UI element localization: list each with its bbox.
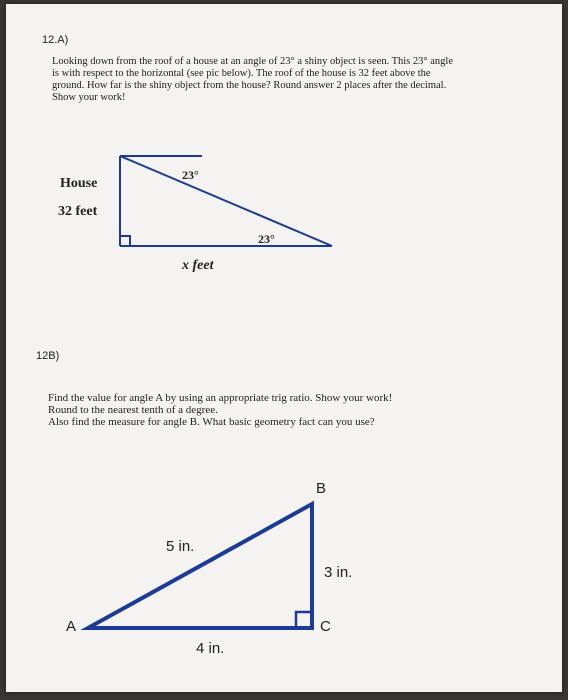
top-angle-label: 23° [182,168,199,182]
right-triangle-figure [6,4,562,692]
side-bc-label: 3 in. [324,564,353,581]
problem-12a-line-1: Looking down from the roof of a house at an angle of 23° a shiny object is seen. This 23° angle [52,56,453,67]
problem-12b-line-2: Round to the nearest tenth of a degree. [48,404,218,416]
right-angle-marker-c [296,612,312,628]
vertex-a-label: A [66,618,77,635]
problem-12a-line-3: ground. How far is the shiny object from the house? Round answer 2 places after the decimal. [52,80,447,91]
bottom-angle-label: 23° [258,232,275,246]
vertex-c-label: C [320,618,331,635]
hypotenuse-label: 5 in. [166,538,195,555]
triangle-abc [88,504,312,628]
problem-12b-line-1: Find the value for angle A by using an appropriate trig ratio. Show your work! [48,392,393,404]
problem-12a-label: 12.A) [42,34,69,46]
worksheet-page [6,4,562,692]
problem-12a-line-2: is with respect to the horizontal (see pic below). The roof of the house is 32 feet above the [52,68,431,79]
base-label-x: x feet [182,258,214,273]
house-label: House [60,176,98,191]
height-label: 32 feet [58,204,98,219]
vertex-b-label: B [316,480,327,497]
base-ac-label: 4 in. [196,640,225,657]
problem-12b-label: 12B) [36,350,60,362]
problem-12b-line-3: Also find the measure for angle B. What basic geometry fact can you use? [48,416,375,428]
problem-12a-line-4: Show your work! [52,92,126,103]
